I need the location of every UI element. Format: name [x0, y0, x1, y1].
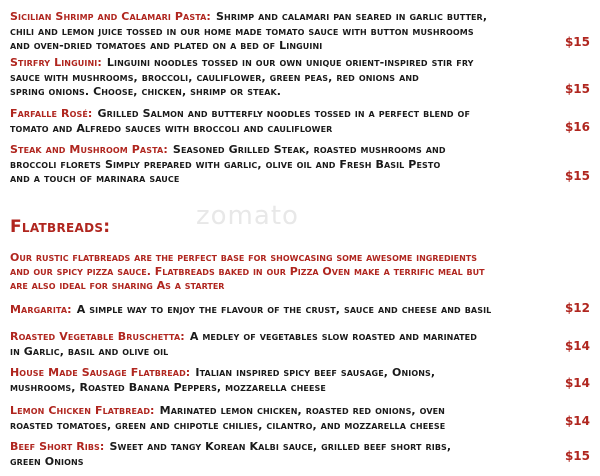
item-name: Margarita: [10, 303, 72, 316]
item-description: chili and lemon juice tossed in our home made tomato sauce with button mushrooms [10, 24, 474, 38]
item-description: Sweet and tangy Korean Kalbi sauce, grilled beef short ribs, [109, 440, 452, 453]
menu-item-roasted-vegetable-bruschetta [10, 328, 558, 359]
menu-item-stirfry-linguini [10, 54, 558, 100]
item-price: $15 [564, 82, 590, 96]
intro-line: and our spicy pizza sauce. Flatbreads baked in our Pizza Oven make a terrific meal but [10, 265, 485, 278]
item-description: sauce with mushrooms, broccoli, cauliflower, green peas, red onions and [10, 70, 419, 84]
item-name: Beef Short Ribs: [10, 440, 105, 453]
section-heading-flatbreads: Flatbreads: [10, 217, 111, 237]
item-description: in Garlic, basil and olive oil [10, 344, 169, 358]
item-price: $14 [564, 339, 590, 353]
item-price: $14 [564, 414, 590, 428]
item-name: Roasted Vegetable Bruschetta: [10, 330, 185, 343]
menu-item-lemon-chicken [10, 402, 558, 433]
item-price: $12 [564, 301, 590, 315]
item-name: House Made Sausage Flatbread: [10, 366, 191, 379]
menu-item-farfalle-rose [10, 105, 558, 136]
watermark: zomato [196, 201, 299, 231]
item-price: $15 [564, 449, 590, 463]
item-name: Stirfry Linguini: [10, 56, 102, 69]
item-description: Seasoned Grilled Steak, roasted mushrooms and [172, 143, 446, 156]
item-price: $14 [564, 376, 590, 390]
item-name: Steak and Mushroom Pasta: [10, 143, 168, 156]
item-price: $15 [564, 35, 590, 49]
item-description: Grilled Salmon and butterfly noodles tossed in a perfect blend of [97, 107, 471, 120]
item-description: roasted tomatoes, green and chipotle chilies, cilantro, and mozzarella cheese [10, 418, 446, 432]
item-price: $15 [564, 169, 590, 183]
menu-item-house-made-sausage [10, 364, 558, 395]
item-description: tomato and Alfredo sauces with broccoli and cauliflower [10, 121, 333, 135]
item-description: green Onions [10, 454, 84, 468]
item-description: spring onions. Choose, chicken, shrimp or steak. [10, 85, 282, 98]
item-name: Lemon Chicken Flatbread: [10, 404, 155, 417]
item-name: Sicilian Shrimp and Calamari Pasta: [10, 10, 211, 23]
section-intro [10, 251, 590, 293]
item-name: Farfalle Rosé: [10, 107, 93, 120]
item-description: and a touch of marinara sauce [10, 172, 180, 185]
item-description: Italian inspired spicy beef sausage, Onions, [195, 366, 436, 379]
item-description: A simple way to enjoy the flavour of the crust, sauce and cheese and basil [76, 303, 492, 316]
item-description: Shrimp and calamari pan seared in garlic butter, [216, 10, 488, 23]
intro-line: are also ideal for sharing As a starter [10, 279, 225, 292]
intro-line: Our rustic flatbreads are the perfect base for showcasing some awesome ingredients [10, 251, 477, 264]
item-description: Linguini noodles tossed in our own unique orient-inspired stir fry [106, 56, 474, 69]
menu-item-steak-mushroom [10, 141, 558, 187]
item-description: and oven-dried tomatoes and plated on a bed of Linguini [10, 39, 323, 52]
item-description: mushrooms, Roasted Banana Peppers, mozzarella cheese [10, 380, 326, 394]
item-description: broccoli florets Simply prepared with garlic, olive oil and Fresh Basil Pesto [10, 157, 441, 171]
item-description: Marinated lemon chicken, roasted red onions, oven [159, 404, 445, 417]
item-description: A medley of vegetables slow roasted and marinated [189, 330, 477, 343]
menu-item-sicilian-shrimp [10, 8, 558, 54]
item-price: $16 [564, 120, 590, 134]
menu-item-margarita [10, 301, 558, 318]
menu-item-beef-short-ribs [10, 438, 558, 469]
